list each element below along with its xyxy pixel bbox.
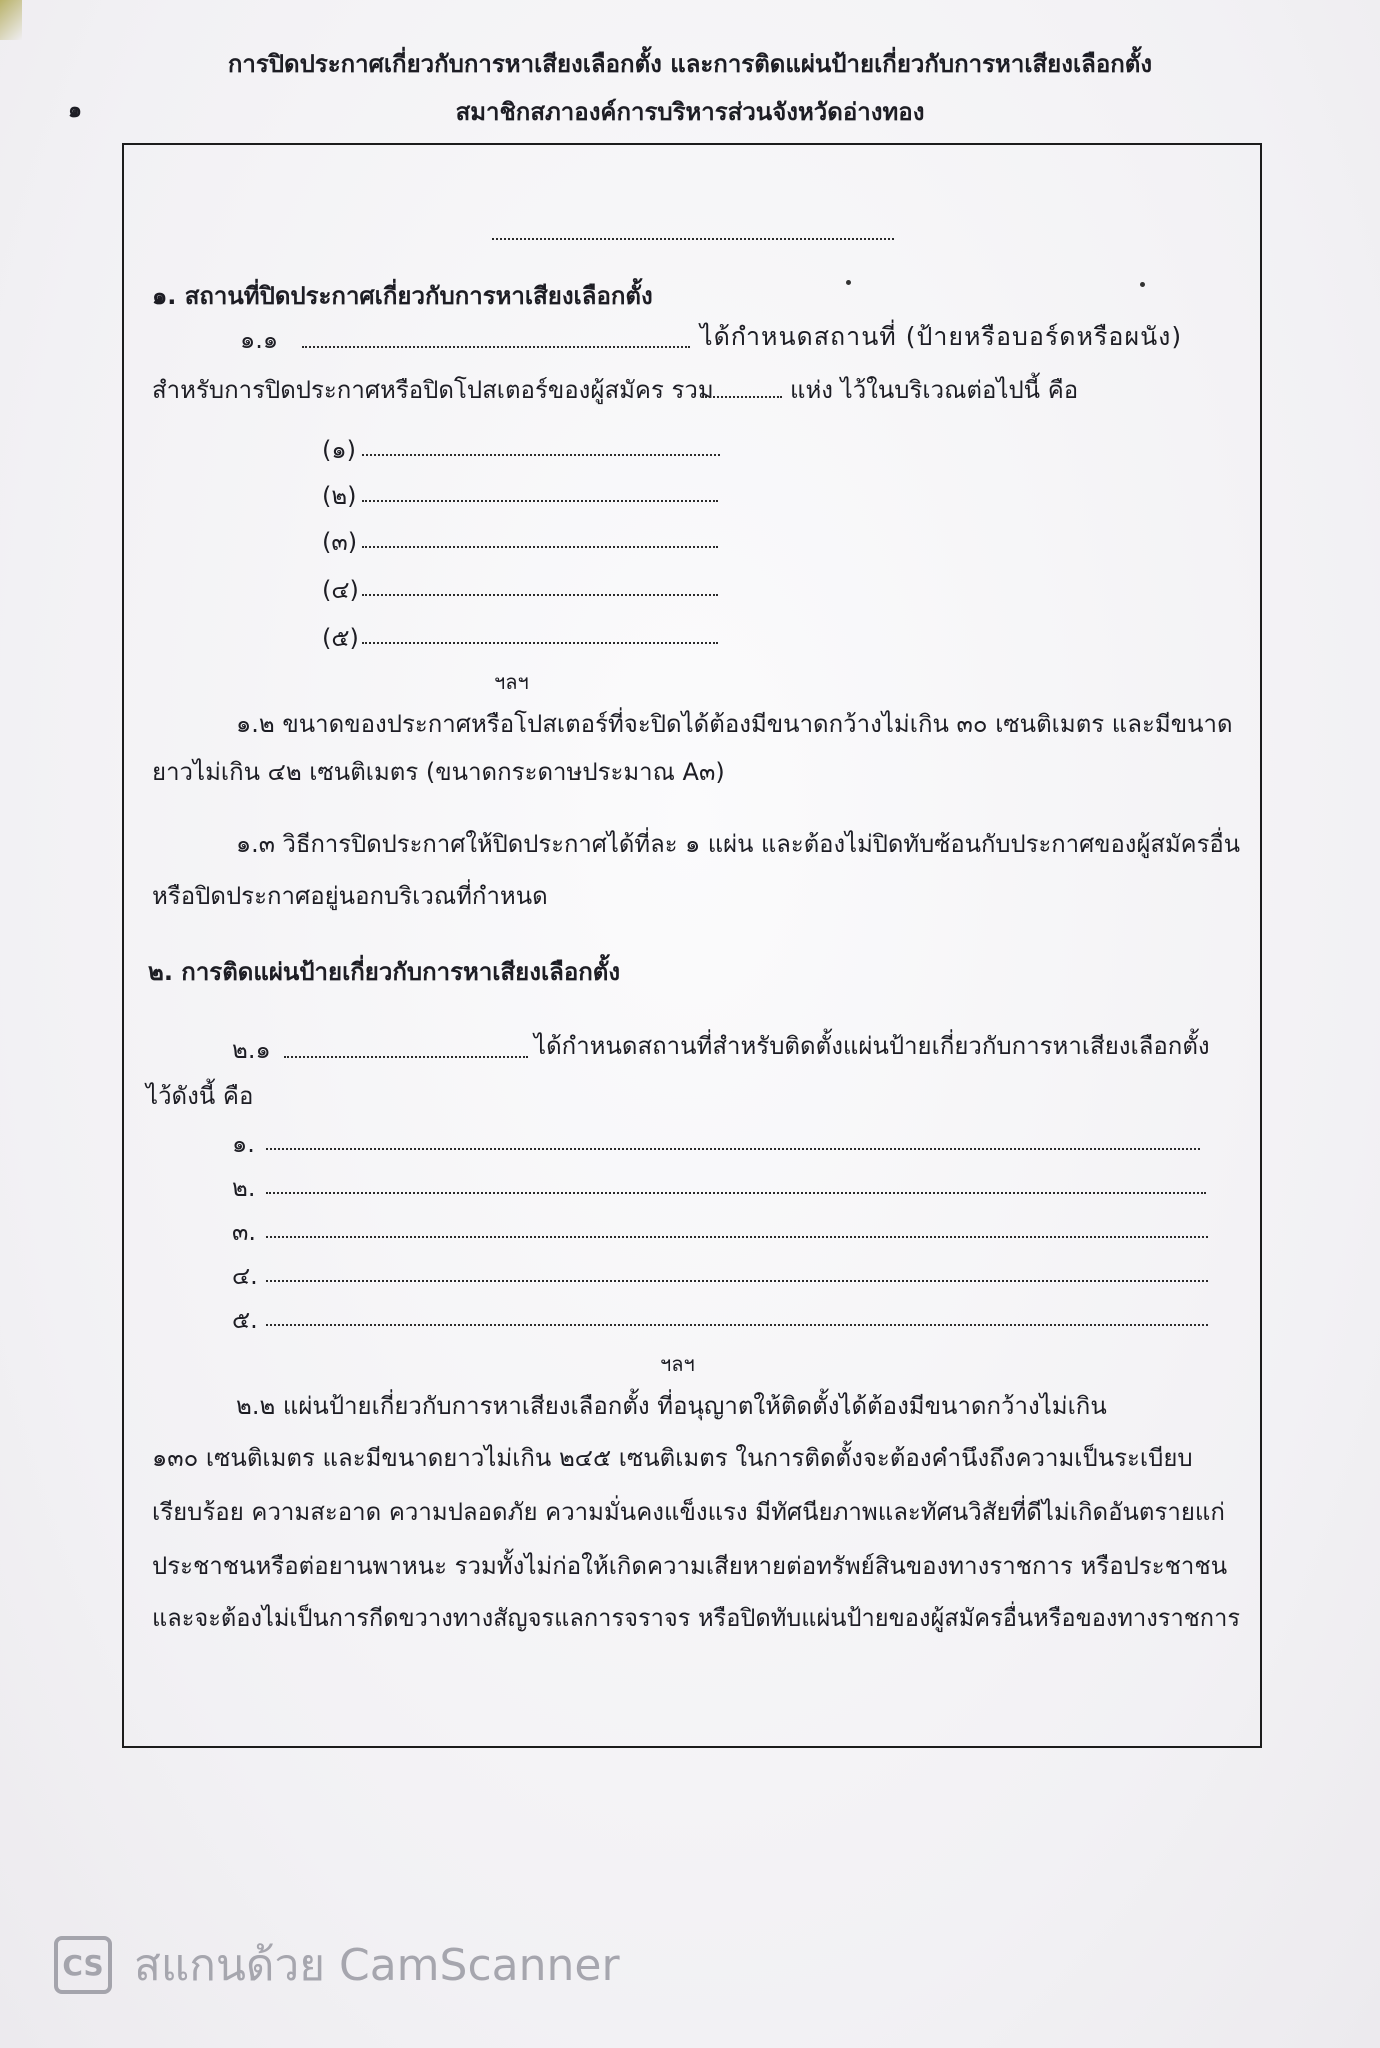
location-blank-5: [362, 642, 718, 644]
installation-label-3: ๓.: [232, 1218, 257, 1246]
location-label-3: (๓): [322, 528, 358, 556]
scan-speck: [846, 280, 851, 285]
posting-count-blank: [702, 396, 782, 398]
location-label-1: (๑): [322, 436, 356, 464]
location-blank-1: [362, 454, 720, 456]
installation-blank-1: [266, 1148, 1200, 1150]
installation-blank-4: [266, 1280, 1208, 1282]
item-2-2-line-2: ๑๓๐ เซนติเมตร และมีขนาดยาวไม่เกิน ๒๔๕ เซนติเมตร ในการติดตั้งจะต้องคำนึงถึงความเป็นระเบียบ: [152, 1444, 1193, 1472]
installation-blank-2: [266, 1192, 1206, 1194]
section2-etc: ฯลฯ: [660, 1352, 695, 1376]
corner-stain: [0, 0, 22, 40]
item-2-1-blank: [284, 1056, 528, 1058]
item-2-1-number: ๒.๑: [232, 1036, 271, 1064]
camscanner-logo-icon: CS: [54, 1936, 112, 1994]
installation-blank-5: [266, 1324, 1208, 1326]
location-label-4: (๔): [322, 576, 359, 604]
installation-label-4: ๔.: [232, 1262, 258, 1290]
item-2-2-line-4: ประชาชนหรือต่อยานพาหนะ รวมทั้งไม่ก่อให้เกิดความเสียหายต่อทรัพย์สินของทางราชการ หรือประชาชน: [152, 1552, 1228, 1580]
section1-heading: ๑. สถานที่ปิดประกาศเกี่ยวกับการหาเสียงเลือกตั้ง: [152, 282, 653, 310]
item-2-2-line-5: และจะต้องไม่เป็นการกีดขวางทางสัญจรแลการจราจร หรือปิดทับแผ่นป้ายของผู้สมัครอื่นหรือของทางราชการ: [152, 1604, 1241, 1632]
item-1-2-line-1: ๑.๒ ขนาดของประกาศหรือโปสเตอร์ที่จะปิดได้ต้องมีขนาดกว้างไม่เกิน ๓๐ เซนติเมตร และมีขนาด: [236, 710, 1233, 738]
item-1-1-blank: [302, 346, 690, 348]
scan-speck: [1140, 282, 1145, 287]
item-2-1-text: ได้กำหนดสถานที่สำหรับติดตั้งแผ่นป้ายเกี่ยวกับการหาเสียงเลือกตั้ง: [534, 1032, 1210, 1060]
document-title-line-2: สมาชิกสภาองค์การบริหารส่วนจังหวัดอ่างทอง: [455, 98, 925, 126]
installation-blank-3: [266, 1236, 1208, 1238]
camscanner-watermark-text: สแกนด้วย CamScanner: [134, 1940, 620, 1991]
item-1-3-line-1: ๑.๓ วิธีการปิดประกาศให้ปิดประกาศได้ที่ละ ๑ แผ่น และต้องไม่ปิดทับซ้อนกับประกาศของผู้สมัครอื่น: [236, 830, 1240, 858]
posting-sentence-after: แห่ง ไว้ในบริเวณต่อไปนี้ คือ: [790, 376, 1079, 404]
camscanner-watermark: [54, 1933, 620, 1997]
item-1-1-text: ได้กำหนดสถานที่ (ป้ายหรือบอร์ดหรือผนัง): [700, 322, 1183, 351]
location-blank-4: [362, 594, 718, 596]
item-1-1-number: ๑.๑: [240, 326, 279, 354]
item-1-3-line-2: หรือปิดประกาศอยู่นอกบริเวณที่กำหนด: [152, 882, 548, 910]
location-label-2: (๒): [322, 482, 357, 510]
installation-label-5: ๕.: [232, 1306, 258, 1334]
item-2-2-line-1: ๒.๒ แผ่นป้ายเกี่ยวกับการหาเสียงเลือกตั้ง ที่อนุญาตให้ติดตั้งได้ต้องมีขนาดกว้างไม่เกิน: [236, 1392, 1107, 1420]
document-title-line-1: การปิดประกาศเกี่ยวกับการหาเสียงเลือกตั้ง และการติดแผ่นป้ายเกี่ยวกับการหาเสียงเลือกตั้ง: [227, 50, 1153, 78]
location-blank-3: [362, 546, 718, 548]
item-1-2-line-2: ยาวไม่เกิน ๔๒ เซนติเมตร (ขนาดกระดาษประมาณ A๓): [152, 758, 725, 786]
frame-title-blank: [492, 238, 894, 240]
posting-sentence-before: สำหรับการปิดประกาศหรือปิดโปสเตอร์ของผู้สมัคร รวม: [152, 376, 714, 404]
location-blank-2: [362, 500, 718, 502]
page-number: ๑: [68, 98, 82, 123]
item-2-2-line-3: เรียบร้อย ความสะอาด ความปลอดภัย ความมั่นคงแข็งแรง มีทัศนียภาพและทัศนวิสัยที่ดีไม่เกิดอันตรายแก่: [152, 1498, 1225, 1526]
section2-heading: ๒. การติดแผ่นป้ายเกี่ยวกับการหาเสียงเลือกตั้ง: [148, 958, 621, 986]
installation-label-2: ๒.: [232, 1174, 256, 1202]
section1-etc: ฯลฯ: [494, 670, 529, 694]
item-2-1-line-2: ไว้ดังนี้ คือ: [146, 1082, 254, 1110]
location-label-5: (๕): [322, 624, 359, 652]
installation-label-1: ๑.: [232, 1130, 255, 1158]
